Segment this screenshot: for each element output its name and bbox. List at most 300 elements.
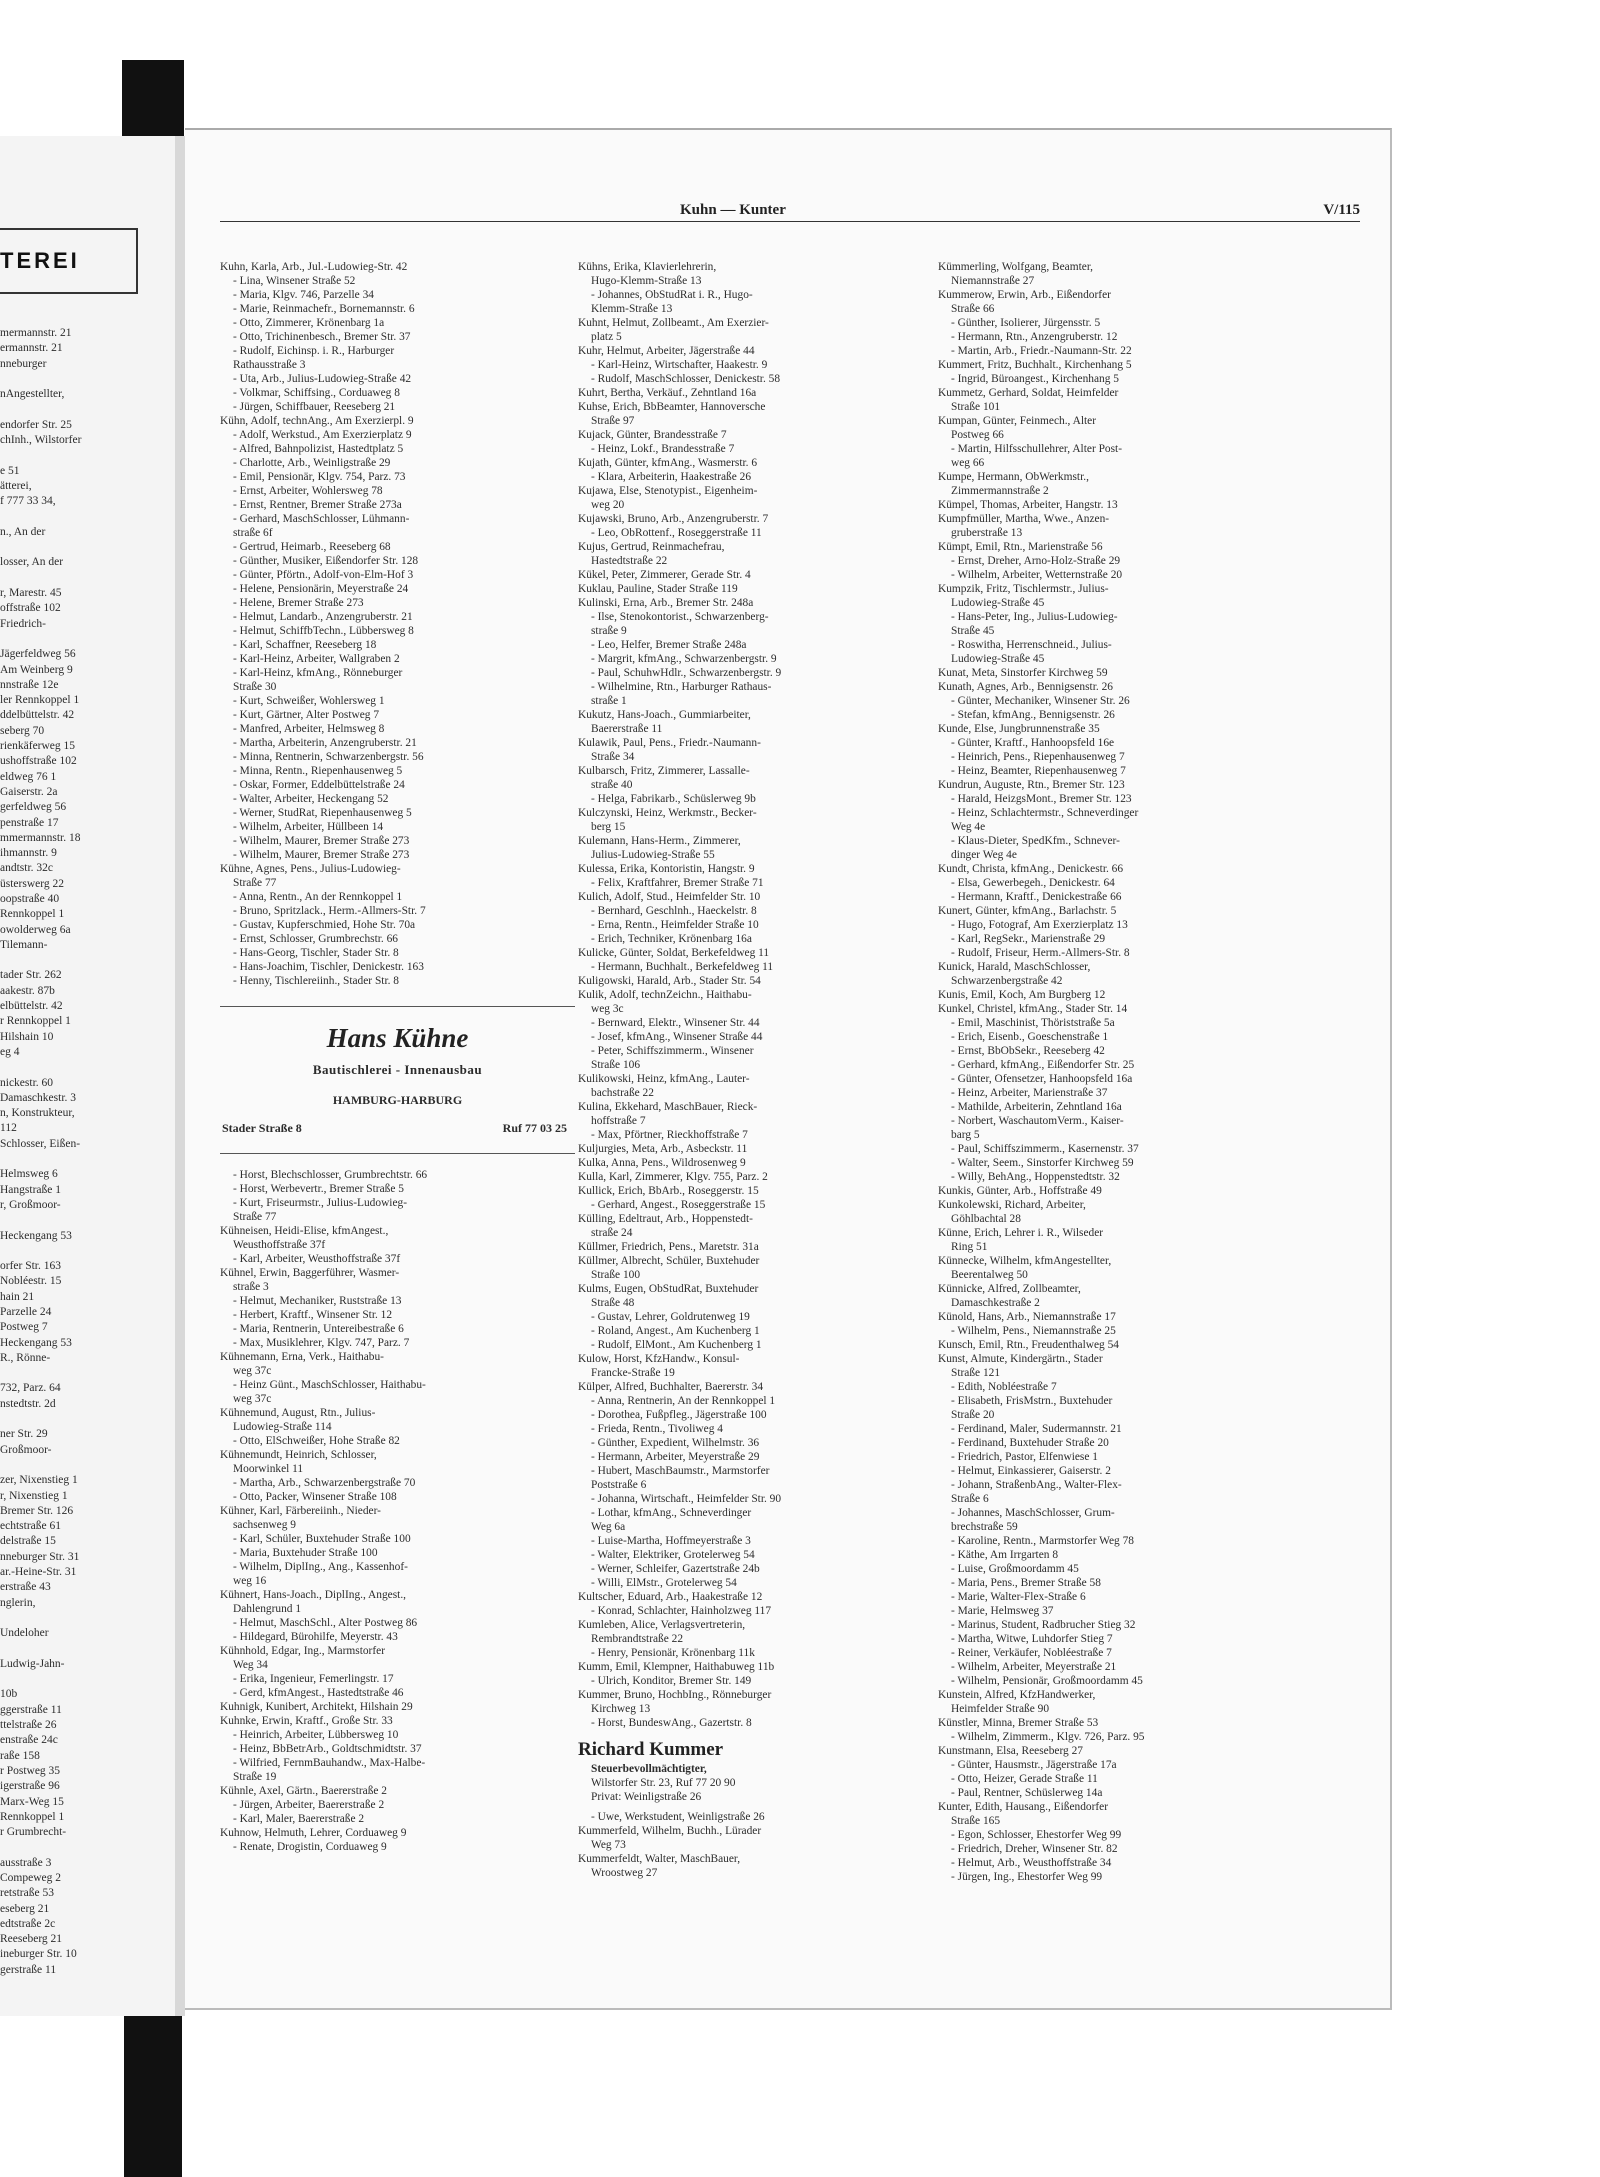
left-page-line: mermannstr. 21 — [0, 327, 72, 339]
directory-subentry: - Bernhard, Geschlnh., Haeckelstr. 8 — [591, 905, 757, 917]
directory-entry: Kümpel, Thomas, Arbeiter, Hangstr. 13 — [938, 499, 1118, 511]
directory-page — [185, 128, 1392, 2010]
directory-subentry: Ludowieg-Straße 114 — [233, 1421, 332, 1433]
directory-subentry: Ludowieg-Straße 45 — [951, 597, 1045, 609]
directory-entry: Kuhr, Helmut, Arbeiter, Jägerstraße 44 — [578, 345, 755, 357]
directory-subentry: - Hans-Peter, Ing., Julius-Ludowieg- — [951, 611, 1118, 623]
directory-subentry: - Heinz, Beamter, Riepenhausenweg 7 — [951, 765, 1126, 777]
left-page-line: Nobléestr. 15 — [0, 1275, 62, 1288]
left-page-line — [0, 1611, 175, 1626]
directory-entry: Kulow, Horst, KfzHandw., Konsul- — [578, 1353, 740, 1365]
directory-subentry: Schwarzenbergstraße 42 — [951, 975, 1063, 987]
directory-entry: Kumpzik, Fritz, Tischlermstr., Julius- — [938, 583, 1109, 595]
directory-subentry: - Ingrid, Büroangest., Kirchenhang 5 — [951, 373, 1119, 385]
left-page-line: 10b — [0, 1688, 18, 1701]
left-page-line: nickestr. 60 — [0, 1076, 54, 1089]
left-page-line: nneburger — [0, 357, 47, 370]
directory-subentry: - Käthe, Am Irrgarten 8 — [951, 1549, 1059, 1561]
directory-subentry: - Gerhard, MaschSchlosser, Lühmann- — [233, 513, 410, 525]
left-page-line: mmermannstr. 18 — [0, 831, 81, 844]
directory-subentry: weg 3c — [591, 1003, 624, 1015]
left-page-line: enstraße 24c — [0, 1734, 58, 1747]
left-page-line: Compeweg 2 — [0, 1871, 62, 1884]
directory-subentry: Straße 45 — [951, 625, 995, 637]
directory-subentry: weg 20 — [591, 499, 625, 511]
directory-subentry: Postweg 66 — [951, 429, 1004, 441]
directory-subentry: - Walter, Arbeiter, Heckengang 52 — [233, 793, 389, 805]
directory-subentry: - Paul, SchuhwHdlr., Schwarzenbergstr. 9 — [591, 667, 782, 679]
directory-entry: Kunat, Meta, Sinstorfer Kirchweg 59 — [938, 667, 1108, 679]
directory-subentry: - Kurt, Schweißer, Wohlersweg 1 — [233, 695, 385, 707]
directory-entry: Kunde, Else, Jungbrunnenstraße 35 — [938, 723, 1100, 735]
left-page-line: orfer Str. 163 — [0, 1260, 62, 1273]
directory-entry: Kumpe, Hermann, ObWerkmstr., — [938, 471, 1089, 483]
directory-subentry: - Martha, Arb., Schwarzenbergstraße 70 — [233, 1477, 416, 1489]
directory-subentry: Straße 34 — [591, 751, 635, 763]
directory-subentry: - Marinus, Student, Radbrucher Stieg 32 — [951, 1619, 1136, 1631]
left-page-line: Undeloher — [0, 1627, 49, 1640]
directory-subentry: Zimmermannstraße 2 — [951, 485, 1049, 497]
header-rule — [220, 221, 1360, 222]
directory-subentry: - Reiner, Verkäufer, Nobléestraße 7 — [951, 1647, 1112, 1659]
directory-subentry: - Anna, Rentn., An der Rennkoppel 1 — [233, 891, 403, 903]
directory-subentry: - Margrit, kfmAng., Schwarzenbergstr. 9 — [591, 653, 777, 665]
directory-subentry: - Roland, Angest., Am Kuchenberg 1 — [591, 1325, 760, 1337]
left-page-line: losser, An der — [0, 556, 64, 569]
directory-entry: Kunkolewski, Richard, Arbeiter, — [938, 1199, 1086, 1211]
directory-entry: Kulka, Anna, Pens., Wildrosenweg 9 — [578, 1157, 746, 1169]
left-page-line: ermannstr. 21 — [0, 342, 63, 355]
left-page-line — [0, 448, 175, 463]
left-page-line: ner Str. 29 — [0, 1428, 48, 1441]
directory-subentry: weg 66 — [951, 457, 985, 469]
directory-entry: Kumpfmüller, Martha, Wwe., Anzen- — [938, 513, 1110, 525]
directory-subentry: - Konrad, Schlachter, Hainholzweg 117 — [591, 1605, 772, 1617]
directory-entry: Külling, Edeltraut, Arb., Hoppenstedt- — [578, 1213, 753, 1225]
left-page-line — [0, 372, 175, 387]
directory-subentry: - Marie, Walter-Flex-Straße 6 — [951, 1591, 1086, 1603]
directory-subentry: berg 15 — [591, 821, 626, 833]
left-page-line: retstraße 53 — [0, 1887, 54, 1900]
directory-subentry: - Heinz Günt., MaschSchlosser, Haithabu- — [233, 1379, 426, 1391]
directory-entry: Kujath, Günter, kfmAng., Wasmerstr. 6 — [578, 457, 758, 469]
directory-entry: Kulikowski, Heinz, kfmAng., Lauter- — [578, 1073, 750, 1085]
directory-subentry: - Lothar, kfmAng., Schneverdinger — [591, 1507, 752, 1519]
book-spine-bottom — [124, 1996, 182, 2177]
directory-entry: Kummerfeld, Wilhelm, Buchh., Lürader — [578, 1825, 762, 1837]
left-page-line: n., An der — [0, 525, 46, 538]
left-page-line: ggerstraße 11 — [0, 1703, 62, 1716]
directory-subentry: - Heinz, Schlachtermstr., Schneverdinger — [951, 807, 1139, 819]
directory-subentry: Julius-Ludowieg-Straße 55 — [591, 849, 715, 861]
directory-subentry: - Hubert, MaschBaumstr., Marmstorfer — [591, 1465, 770, 1477]
advertisement-richard-kummer — [578, 1738, 933, 1804]
directory-subentry: - Helmut, Arb., Weusthoffstraße 34 — [951, 1857, 1112, 1869]
directory-subentry: - Heinz, BbBetrArb., Goldtschmidtstr. 37 — [233, 1743, 422, 1755]
directory-entry: Kummerfeldt, Walter, MaschBauer, — [578, 1853, 741, 1865]
directory-subentry: Straße 48 — [591, 1297, 635, 1309]
directory-subentry: straße 1 — [591, 695, 627, 707]
left-page-line: rienkäferweg 15 — [0, 740, 76, 753]
directory-entry: Kühnle, Axel, Gärtn., Baererstraße 2 — [220, 1785, 388, 1797]
directory-subentry: - Manfred, Arbeiter, Helmsweg 8 — [233, 723, 385, 735]
left-page-line: 112 — [0, 1122, 17, 1135]
directory-subentry: - Leo, Helfer, Bremer Straße 248a — [591, 639, 747, 651]
left-page-line — [0, 510, 175, 525]
directory-subentry: - Wilhelm, Maurer, Bremer Straße 273 — [233, 849, 410, 861]
column-3-entries — [938, 260, 1308, 1884]
directory-subentry: - Helmut, Landarb., Anzengruberstr. 21 — [233, 611, 413, 623]
directory-subentry: - Günther, Expedient, Wilhelmstr. 36 — [591, 1437, 760, 1449]
ad-phone: Ruf 77 03 25 — [502, 1121, 567, 1135]
directory-entry: Kunert, Günter, kfmAng., Barlachstr. 5 — [938, 905, 1117, 917]
directory-subentry: Damaschkestraße 2 — [951, 1297, 1040, 1309]
left-page-line: 732, Parz. 64 — [0, 1382, 61, 1395]
directory-subentry: - Peter, Schiffszimmerm., Winsener — [591, 1045, 754, 1057]
directory-subentry: - Heinrich, Arbeiter, Lübbersweg 10 — [233, 1729, 399, 1741]
directory-entry: Kulbarsch, Fritz, Zimmerer, Lassalle- — [578, 765, 750, 777]
directory-subentry: - Helmut, Einkassierer, Gaiserstr. 2 — [951, 1465, 1111, 1477]
directory-subentry: - Max, Musiklehrer, Klgv. 747, Parz. 7 — [233, 1337, 410, 1349]
directory-subentry: Straße 106 — [591, 1059, 641, 1071]
directory-subentry: - Martha, Arbeiterin, Anzengruberstr. 21 — [233, 737, 417, 749]
left-page-line: f 777 33 34, — [0, 495, 56, 508]
directory-subentry: - Wilhelm, Pens., Niemannstraße 25 — [951, 1325, 1116, 1337]
advertisement-hans-kuehne — [220, 1006, 575, 1154]
left-page-line: Helmsweg 6 — [0, 1168, 58, 1181]
directory-subentry: - Horst, Blechschlosser, Grumbrechtstr. 66 — [233, 1169, 428, 1181]
directory-entry: Kuklau, Pauline, Stader Straße 119 — [578, 583, 738, 595]
directory-subentry: - Maria, Rentnerin, Untereibestraße 6 — [233, 1323, 404, 1335]
directory-subentry: - Minna, Rentn., Riepenhausenweg 5 — [233, 765, 403, 777]
ad-company-name: Hans Kühne — [326, 1023, 469, 1053]
left-page-line: ushoffstraße 102 — [0, 755, 77, 768]
directory-subentry: Poststraße 6 — [591, 1479, 647, 1491]
left-page-line: chInh., Wilstorfer — [0, 434, 82, 447]
directory-entry: Küllmer, Friedrich, Pens., Maretstr. 31a — [578, 1241, 759, 1253]
directory-subentry: - Klaus-Dieter, SpedKfm., Schnever- — [951, 835, 1120, 847]
directory-subentry: Göhlbachtal 28 — [951, 1213, 1021, 1225]
directory-subentry: - Gerhard, kfmAng., Eißendorfer Str. 25 — [951, 1059, 1135, 1071]
directory-subentry: - Karl, Schaffner, Reeseberg 18 — [233, 639, 377, 651]
left-page-line: nnstraße 12e — [0, 678, 59, 691]
directory-subentry: - Rudolf, MaschSchlosser, Denickestr. 58 — [591, 373, 781, 385]
directory-subentry: Francke-Straße 19 — [591, 1367, 675, 1379]
directory-subentry: - Wilhelmine, Rtn., Harburger Rathaus- — [591, 681, 772, 693]
directory-subentry: - Ferdinand, Maler, Sudermannstr. 21 — [951, 1423, 1122, 1435]
left-page-line — [0, 1672, 175, 1687]
directory-subentry: - Edith, Nobléestraße 7 — [951, 1381, 1057, 1393]
directory-subentry: - Wilhelm, Pensionär, Großmoordamm 45 — [951, 1675, 1143, 1687]
directory-entry: Kulicke, Günter, Soldat, Berkefeldweg 11 — [578, 947, 770, 959]
left-page-line: echtstraße 61 — [0, 1520, 61, 1533]
directory-entry: Kühns, Erika, Klavierlehrerin, — [578, 261, 717, 273]
directory-entry: Kunter, Edith, Hausang., Eißendorfer — [938, 1801, 1109, 1813]
column-2 — [578, 260, 933, 1880]
directory-subentry: - Max, Pförtner, Rieckhoffstraße 7 — [591, 1129, 748, 1141]
directory-subentry: brechstraße 59 — [951, 1521, 1018, 1533]
directory-subentry: - Felix, Kraftfahrer, Bremer Straße 71 — [591, 877, 764, 889]
left-page-line: Heckengang 53 — [0, 1229, 72, 1242]
left-page-line: r, Großmoor- — [0, 1198, 61, 1211]
directory-subentry: - Hildegard, Bürohilfe, Meyerstr. 43 — [233, 1631, 398, 1643]
directory-subentry: Weg 4e — [951, 821, 986, 833]
left-page-line: ätterei, — [0, 479, 32, 492]
directory-subentry: Straße 165 — [951, 1815, 1001, 1827]
directory-subentry: - Klara, Arbeiterin, Haakestraße 26 — [591, 471, 752, 483]
directory-subentry: Straße 77 — [233, 877, 277, 889]
directory-subentry: - Charlotte, Arb., Weinligstraße 29 — [233, 457, 391, 469]
left-page-line: üsterswerg 22 — [0, 877, 64, 890]
left-page-line: penstraße 17 — [0, 816, 59, 829]
directory-subentry: - Wilfried, FernmBauhandw., Max-Halbe- — [233, 1757, 426, 1769]
directory-entry: Kühnert, Hans-Joach., DiplIng., Angest., — [220, 1589, 407, 1601]
directory-entry: Kunstein, Alfred, KfzHandwerker, — [938, 1689, 1096, 1701]
directory-subentry: - Henry, Pensionär, Krönenbarg 11k — [591, 1647, 755, 1659]
directory-entry: Künold, Hans, Arb., Niemannstraße 17 — [938, 1311, 1116, 1323]
book-spine-top — [122, 60, 184, 144]
directory-entry: Kummerow, Erwin, Arb., Eißendorfer — [938, 289, 1111, 301]
column-1-entries-bottom — [220, 1168, 575, 1854]
column-3 — [938, 260, 1308, 1884]
directory-entry: Kundrun, Auguste, Rtn., Bremer Str. 123 — [938, 779, 1125, 791]
directory-entry: Kundt, Christa, kfmAng., Denickestr. 66 — [938, 863, 1124, 875]
directory-subentry: - Martin, Hilfsschullehrer, Alter Post- — [951, 443, 1123, 455]
directory-subentry: - Oskar, Former, Eddelbüttelstraße 24 — [233, 779, 405, 791]
left-page-line — [0, 953, 175, 968]
directory-entry: Küllmer, Albrecht, Schüler, Buxtehuder — [578, 1255, 760, 1267]
directory-subentry: - Kurt, Gärtner, Alter Postweg 7 — [233, 709, 380, 721]
directory-subentry: - Erich, Techniker, Krönenbarg 16a — [591, 933, 752, 945]
left-page-line: e 51 — [0, 464, 20, 477]
directory-entry: Kulessa, Erika, Kontoristin, Hangstr. 9 — [578, 863, 755, 875]
directory-subentry: Hugo-Klemm-Straße 13 — [591, 275, 702, 287]
directory-subentry: - Renate, Drogistin, Corduaweg 9 — [233, 1841, 387, 1853]
directory-subentry: - Bernward, Elektr., Winsener Str. 44 — [591, 1017, 760, 1029]
directory-subentry: - Frieda, Rentn., Tivoliweg 4 — [591, 1423, 723, 1435]
directory-subentry: - Johann, StraßenbAng., Walter-Flex- — [951, 1479, 1122, 1491]
directory-subentry: - Martha, Witwe, Luhdorfer Stieg 7 — [951, 1633, 1113, 1645]
directory-subentry: - Maria, Pens., Bremer Straße 58 — [951, 1577, 1101, 1589]
ad-city: HAMBURG-HARBURG — [332, 1093, 463, 1107]
directory-entry: Kühnhold, Edgar, Ing., Marmstorfer — [220, 1645, 385, 1657]
left-page-line: aakestr. 87b — [0, 984, 55, 997]
directory-entry: Kullick, Erich, BbArb., Roseggerstr. 15 — [578, 1185, 759, 1197]
directory-subentry: - Helene, Bremer Straße 273 — [233, 597, 364, 609]
left-page-line: r Postweg 35 — [0, 1764, 61, 1777]
directory-subentry: Klemm-Straße 13 — [591, 303, 673, 315]
directory-subentry: - Gerhard, Angest., Roseggerstraße 15 — [591, 1199, 766, 1211]
ad-street: Stader Straße 8 — [222, 1121, 302, 1135]
directory-entry: Kulemann, Hans-Herm., Zimmerer, — [578, 835, 741, 847]
left-page-line — [0, 402, 175, 417]
left-page-line: ler Rennkoppel 1 — [0, 694, 80, 707]
directory-entry: Kujack, Günter, Brandesstraße 7 — [578, 429, 727, 441]
left-page-line: Postweg 7 — [0, 1321, 48, 1334]
directory-subentry: - Jürgen, Arbeiter, Baererstraße 2 — [233, 1799, 385, 1811]
directory-subentry: - Johanna, Wirtschaft., Heimfelder Str. 90 — [591, 1493, 782, 1505]
left-page-line: Heckengang 53 — [0, 1336, 72, 1349]
page-number: V/115 — [1323, 202, 1360, 218]
directory-entry: Kumleben, Alice, Verlagsvertreterin, — [578, 1619, 746, 1631]
left-page-line: elbüttelstr. 42 — [0, 1000, 63, 1013]
left-page-line: Großmoor- — [0, 1443, 52, 1456]
directory-subentry: - Werner, Schleifer, Gazertstraße 24b — [591, 1563, 760, 1575]
directory-subentry: - Mathilde, Arbeiterin, Zehntland 16a — [951, 1101, 1122, 1113]
directory-subentry: - Günter, Mechaniker, Winsener Str. 26 — [951, 695, 1130, 707]
left-page-line: Schlosser, Eißen- — [0, 1137, 81, 1150]
directory-subentry: - Uta, Arb., Julius-Ludowieg-Straße 42 — [233, 373, 412, 385]
directory-subentry: - Maria, Klgv. 746, Parzelle 34 — [233, 289, 374, 301]
left-page-line: nneburger Str. 31 — [0, 1550, 80, 1563]
left-page-line: delstraße 15 — [0, 1535, 56, 1548]
left-page-line: r Grumbrecht- — [0, 1826, 67, 1839]
directory-entry: Kuhnt, Helmut, Zollbeamt., Am Exerzier- — [578, 317, 769, 329]
left-page-line — [0, 1840, 175, 1855]
directory-entry: Kummetz, Gerhard, Soldat, Heimfelder — [938, 387, 1119, 399]
left-page-line — [0, 1060, 175, 1075]
directory-subentry: - Otto, Packer, Winsener Straße 108 — [233, 1491, 397, 1503]
left-page-line: Ludwig-Jahn- — [0, 1657, 65, 1670]
directory-subentry: - Norbert, WaschautomVerm., Kaiser- — [951, 1115, 1124, 1127]
left-page-line: erstraße 43 — [0, 1581, 51, 1594]
directory-entry: Kulich, Adolf, Stud., Heimfelder Str. 10 — [578, 891, 761, 903]
left-page-line: ar.-Heine-Str. 31 — [0, 1566, 77, 1579]
directory-subentry: - Wilhelm, Arbeiter, Wetternstraße 20 — [951, 569, 1123, 581]
directory-subentry: - Alfred, Bahnpolizist, Hastedtplatz 5 — [233, 443, 404, 455]
left-page-line: ihmannstr. 9 — [0, 847, 57, 860]
left-page-line: ineburger Str. 10 — [0, 1948, 77, 1961]
directory-entry: Kunstmann, Elsa, Reeseberg 27 — [938, 1745, 1083, 1757]
ad-kummer-name: Richard Kummer — [578, 1739, 724, 1760]
left-page-line: Rennkoppel 1 — [0, 908, 65, 921]
left-page-lines — [0, 326, 175, 1978]
directory-subentry: - Henny, Tischlereiinh., Stader Str. 8 — [233, 975, 399, 987]
directory-subentry: weg 37c — [233, 1365, 272, 1377]
directory-subentry: straße 6f — [233, 527, 273, 539]
directory-subentry: Straße 100 — [591, 1269, 641, 1281]
left-page-line: seberg 70 — [0, 724, 45, 737]
directory-subentry: - Ernst, Arbeiter, Wohlersweg 78 — [233, 485, 383, 497]
directory-subentry: - Helmut, Mechaniker, Ruststraße 13 — [233, 1295, 402, 1307]
left-page-line: andtstr. 32c — [0, 862, 54, 875]
directory-subentry: - Ulrich, Konditor, Bremer Str. 149 — [591, 1675, 752, 1687]
left-page-line: Tilemann- — [0, 938, 48, 951]
directory-subentry: sachsenweg 9 — [233, 1519, 296, 1531]
directory-entry: Kühnel, Erwin, Baggerführer, Wasmer- — [220, 1267, 400, 1279]
left-page-line: Damaschkestr. 3 — [0, 1091, 77, 1104]
left-page-line — [0, 632, 175, 647]
left-page-line: nAngestellter, — [0, 388, 65, 401]
left-page-line — [0, 1642, 175, 1657]
left-page-line: Gaiserstr. 2a — [0, 785, 58, 798]
directory-subentry: - Emil, Maschinist, Thöriststraße 5a — [951, 1017, 1115, 1029]
directory-subentry: - Karl-Heinz, Arbeiter, Wallgraben 2 — [233, 653, 400, 665]
directory-subentry: - Johannes, MaschSchlosser, Grum- — [951, 1507, 1115, 1519]
directory-subentry: Kirchweg 13 — [591, 1703, 651, 1715]
left-page-line: r Rennkoppel 1 — [0, 1015, 71, 1028]
directory-subentry: - Helene, Pensionärin, Meyerstraße 24 — [233, 583, 409, 595]
directory-entry: Kühne, Agnes, Pens., Julius-Ludowieg- — [220, 863, 401, 875]
directory-subentry: Straße 20 — [951, 1409, 995, 1421]
directory-subentry: - Elsa, Gewerbegeh., Denickestr. 64 — [951, 877, 1115, 889]
column-2-entries-bottom — [578, 1810, 933, 1880]
left-page-line: zer, Nixenstieg 1 — [0, 1474, 78, 1487]
directory-subentry: - Luise, Großmoordamm 45 — [951, 1563, 1079, 1575]
left-page-line: oopstraße 40 — [0, 892, 60, 905]
directory-subentry: - Willy, BehAng., Hoppenstedtstr. 32 — [951, 1171, 1120, 1183]
directory-subentry: Ludowieg-Straße 45 — [951, 653, 1045, 665]
directory-subentry: - Karl-Heinz, kfmAng., Rönneburger — [233, 667, 403, 679]
directory-subentry: gruberstraße 13 — [951, 527, 1023, 539]
left-page-line: r, Nixenstieg 1 — [0, 1489, 68, 1502]
directory-subentry: Straße 121 — [951, 1367, 1001, 1379]
directory-subentry: Moorwinkel 11 — [233, 1463, 304, 1475]
directory-entry: Kunick, Harald, MaschSchlosser, — [938, 961, 1091, 973]
left-page-line: nglerin, — [0, 1596, 36, 1609]
directory-subentry: - Werner, StudRat, Riepenhausenweg 5 — [233, 807, 412, 819]
directory-entry: Kunkis, Günter, Arb., Hoffstraße 49 — [938, 1185, 1102, 1197]
directory-subentry: Weg 6a — [591, 1521, 626, 1533]
directory-subentry: - Hermann, Buchhalt., Berkefeldweg 11 — [591, 961, 774, 973]
directory-subentry: Weg 34 — [233, 1659, 268, 1671]
directory-subentry: - Helmut, MaschSchl., Alter Postweg 86 — [233, 1617, 418, 1629]
ad-contact-row — [220, 1121, 575, 1135]
directory-subentry: - Dorothea, Fußpfleg., Jägerstraße 100 — [591, 1409, 767, 1421]
directory-subentry: Straße 66 — [951, 303, 995, 315]
directory-subentry: - Ernst, Schlosser, Grumbrechstr. 66 — [233, 933, 398, 945]
left-page-line: Jägerfeldweg 56 — [0, 648, 76, 661]
directory-subentry: straße 9 — [591, 625, 627, 637]
directory-subentry: straße 40 — [591, 779, 633, 791]
left-page-line: igerstraße 96 — [0, 1780, 60, 1793]
directory-subentry: - Karoline, Rentn., Marmstorfer Weg 78 — [951, 1535, 1134, 1547]
directory-subentry: Straße 19 — [233, 1771, 277, 1783]
left-page-line: Hilshain 10 — [0, 1030, 54, 1043]
left-page-line: n, Konstrukteur, — [0, 1107, 75, 1120]
directory-subentry: - Wilhelm, Maurer, Bremer Straße 273 — [233, 835, 410, 847]
directory-subentry: - Emil, Pensionär, Klgv. 754, Parz. 73 — [233, 471, 406, 483]
left-page-line: eg 4 — [0, 1045, 20, 1058]
directory-subentry: bachstraße 22 — [591, 1087, 654, 1099]
directory-subentry: - Kurt, Friseurmstr., Julius-Ludowieg- — [233, 1197, 408, 1209]
directory-subentry: - Otto, Heizer, Gerade Straße 11 — [951, 1773, 1098, 1785]
directory-subentry: - Martin, Arb., Friedr.-Naumann-Str. 22 — [951, 345, 1132, 357]
directory-entry: Kühnemundt, Heinrich, Schlosser, — [220, 1449, 377, 1461]
directory-subentry: - Hermann, Rtn., Anzengruberstr. 12 — [951, 331, 1118, 343]
directory-subentry: - Roswitha, Herrenschneid., Julius- — [951, 639, 1112, 651]
directory-entry: Kultscher, Eduard, Arb., Haakestraße 12 — [578, 1591, 763, 1603]
directory-subentry: - Günter, Ofensetzer, Hanhoopsfeld 16a — [951, 1073, 1133, 1085]
directory-entry: Kümpt, Emil, Rtn., Marienstraße 56 — [938, 541, 1103, 553]
directory-subentry: Straße 97 — [591, 415, 635, 427]
directory-subentry: Straße 77 — [233, 1211, 277, 1223]
directory-subentry: - Horst, Werbevertr., Bremer Straße 5 — [233, 1183, 404, 1195]
directory-subentry: - Heinz, Arbeiter, Marienstraße 37 — [951, 1087, 1108, 1099]
directory-entry: Kuligowski, Harald, Arb., Stader Str. 54 — [578, 975, 761, 987]
directory-subentry: - Paul, Schiffszimmerm., Kasernenstr. 37 — [951, 1143, 1139, 1155]
directory-subentry: - Gertrud, Heimarb., Reeseberg 68 — [233, 541, 391, 553]
left-page-line: Marx-Weg 15 — [0, 1795, 64, 1808]
directory-subentry: - Günter, Hausmstr., Jägerstraße 17a — [951, 1759, 1117, 1771]
left-banner-text: TEREI — [0, 248, 80, 273]
directory-entry: Kuhn, Karla, Arb., Jul.-Ludowieg-Str. 42 — [220, 261, 408, 273]
directory-subentry: Niemannstraße 27 — [951, 275, 1035, 287]
left-page-fragment — [0, 136, 178, 2016]
directory-subentry: - Erich, Eisenb., Goeschenstraße 1 — [951, 1031, 1109, 1043]
directory-entry: Kuhnke, Erwin, Kraftf., Große Str. 33 — [220, 1715, 393, 1727]
directory-entry: Kühner, Karl, Färbereiinh., Nieder- — [220, 1505, 381, 1517]
